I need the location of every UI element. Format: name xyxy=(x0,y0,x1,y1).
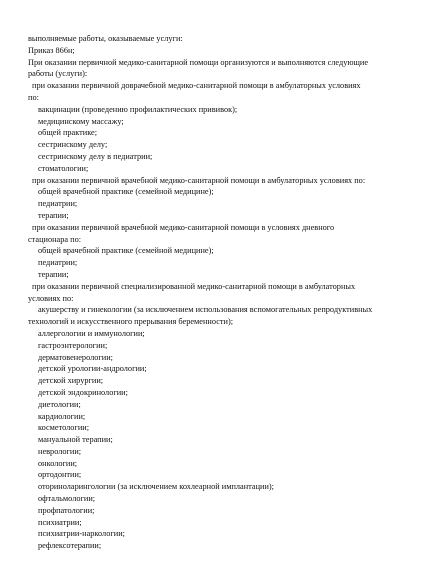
text-line: технологий и искусственного прерывания беременности); xyxy=(28,317,234,327)
text-line: онкологии; xyxy=(38,458,78,468)
text-line: при оказании первичной врачебной медико-санитарной помощи в амбулаторных условиях по: xyxy=(32,175,366,185)
text-line: рефлексотерапии; xyxy=(38,541,102,551)
text-line: сестринскому делу в педиатрии; xyxy=(38,151,153,161)
text-line: терапии; xyxy=(38,269,69,279)
text-line: педиатрии; xyxy=(38,199,78,209)
text-line: при оказании первичной врачебной медико-санитарной помощи в условиях дневного xyxy=(32,222,335,232)
text-line: акушерству и гинекологии (за исключением использования вспомогательных репродуктивных xyxy=(38,305,373,315)
text-line: ортодонтии; xyxy=(38,470,82,480)
text-line: детской эндокринологии; xyxy=(38,387,128,397)
text-line: вакцинации (проведению профилактических прививок); xyxy=(38,104,238,114)
text-line: общей практике; xyxy=(38,128,98,138)
text-line: детской урологии-андрологии; xyxy=(38,364,147,374)
text-line: дерматовенерологии; xyxy=(38,352,113,362)
text-line: психиатрии-наркологии; xyxy=(38,529,125,539)
text-line: профпатологии; xyxy=(38,505,95,515)
text-line: при оказании первичной доврачебной медико-санитарной помощи в амбулаторных условиях xyxy=(32,81,361,91)
text-line: диетологии; xyxy=(38,399,81,409)
text-line: При оказании первичной медико-санитарной помощи организуются и выполняются следующие xyxy=(28,57,369,67)
text-line: общей врачебной практике (семейной медицине); xyxy=(38,246,214,256)
text-line: выполняемые работы, оказываемые услуги: xyxy=(28,34,183,43)
text-line: сестринскому делу; xyxy=(38,140,108,150)
text-line: кардиологии; xyxy=(38,411,86,421)
text-line: условиях по: xyxy=(28,293,74,303)
text-line: терапии; xyxy=(38,210,69,220)
text-line: стационара по: xyxy=(28,234,82,244)
text-line: косметологии; xyxy=(38,423,90,433)
text-line: при оказании первичной специализированной медико-санитарной помощи в амбулаторных xyxy=(32,281,356,291)
text-line: оториноларингологии (за исключением кохлеарной имплантации); xyxy=(38,482,274,492)
text-line: гастроэнтерологии; xyxy=(38,340,108,350)
text-line: педиатрии; xyxy=(38,258,78,268)
text-line: общей врачебной практике (семейной медицине); xyxy=(38,187,214,197)
text-line: неврологии; xyxy=(38,446,82,456)
text-line: детской хирургии; xyxy=(38,376,104,386)
text-line: Приказ 866н; xyxy=(28,45,75,55)
text-line: аллергологии и иммунологии; xyxy=(38,328,145,338)
text-line: медицинскому массажу; xyxy=(38,116,124,126)
text-line: офтальмологии; xyxy=(38,494,96,504)
text-line: работы (услуги): xyxy=(28,69,88,79)
text-line: по: xyxy=(28,92,39,102)
text-line: стоматологии; xyxy=(38,163,89,173)
text-line: психиатрии; xyxy=(38,517,82,527)
document-text xyxy=(28,33,408,552)
text-line: мануальной терапии; xyxy=(38,435,113,445)
